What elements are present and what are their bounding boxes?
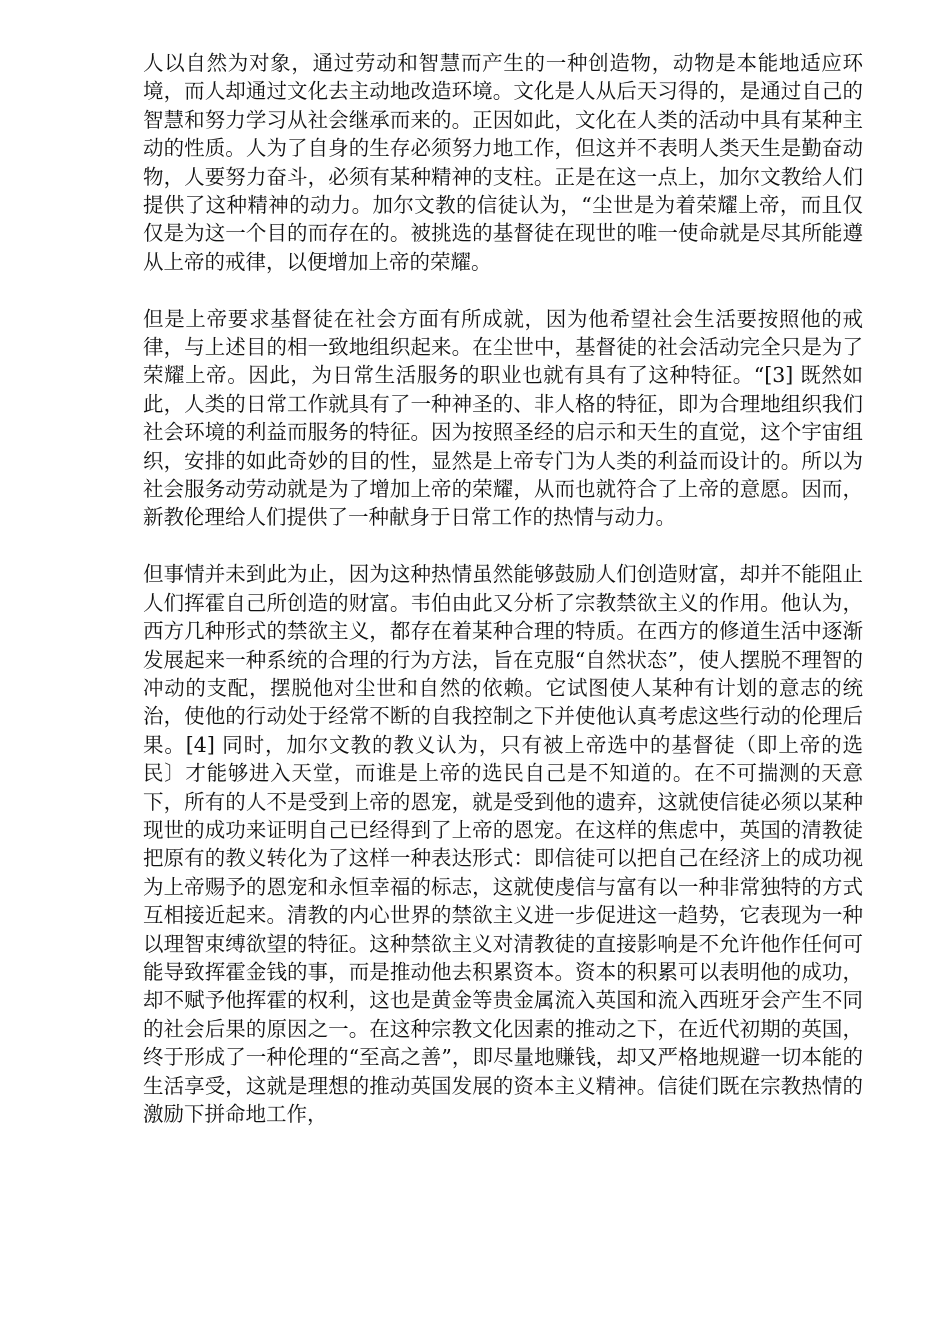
paragraph-1: 人以自然为对象，通过劳动和智慧而产生的一种创造物，动物是本能地适应环境，而人却通过文化去主动地改造环境。文化是人从后天习得的，是通过自己的智慧和努力学习从社会继承而来的。正因如此，文化在人类的活动中具有某种主动的性质。人为了自身的生存必须努力地工作，但这并不表明人类天生是勤奋动物，人要努力奋斗，必须有某种精神的支柱。正是在这一点上，加尔文教给人们提供了这种精神的动力。加尔文教的信徒认为，“尘世是为着荣耀上帝，而且仅仅是为这一个目的而存在的。被挑选的基督徒在现世的唯一使命就是尽其所能遵从上帝的戒律，以便增加上帝的荣耀。 xyxy=(143,51,863,274)
document-page xyxy=(143,49,863,1128)
paragraph-3: 但事情并未到此为止，因为这种热情虽然能够鼓励人们创造财富，却并不能阻止人们挥霍自己所创造的财富。韦伯由此又分析了宗教禁欲主义的作用。他认为，西方几种形式的禁欲主义，都存在着某种合理的特质。在西方的修道生活中逐渐发展起来一种系统的合理的行为方法，旨在克服“自然状态”，使人摆脱不理智的冲动的支配，摆脱他对尘世和自然的依赖。它试图使人某种有计划的意志的统治，使他的行动处于经常不断的自我控制之下并使他认真考虑这些行动的伦理后果。[4] 同时，加尔文教的教义认为，只有被上帝选中的基督徒（即上帝的选民〕才能够进入天堂，而谁是上帝的选民自己是不知道的。在不可揣测的天意下，所有的人不是受到上帝的恩宠，就是受到他的遗弃，这就使信徒必须以某种现世的成功来证明自己已经得到了上帝的恩宠。在这样的焦虑中，英国的清教徒把原有的教义转化为了这样一种表达形式：即信徒可以把自己在经济上的成功视为上帝赐予的恩宠和永恒幸福的标志，这就使虔信与富有以一种非常独特的方式互相接近起来。清教的内心世界的禁欲主义进一步促进这一趋势，它表现为一种以理智束缚欲望的特征。这种禁欲主义对清教徒的直接影响是不允许他作任何可能导致挥霍金钱的事，而是推动他去积累资本。资本的积累可以表明他的成功，却不赋予他挥霍的权利，这也是黄金等贵金属流入英国和流入西班牙会产生不同的社会后果的原因之一。在这种宗教文化因素的推动之下，在近代初期的英国，终于形成了一种伦理的“至高之善”，即尽量地赚钱，却又严格地规避一切本能的生活享受，这就是理想的推动英国发展的资本主义精神。信徒们既在宗教热情的激励下拼命地工作， xyxy=(143,562,863,1126)
paragraph-2: 但是上帝要求基督徒在社会方面有所成就，因为他希望社会生活要按照他的戒律，与上述目的相一致地组织起来。在尘世中，基督徒的社会活动完全只是为了荣耀上帝。因此，为日常生活服务的职业也就有具有了这种特征。“[3] 既然如此，人类的日常工作就具有了一种神圣的、非人格的特征，即为合理地组织我们社会环境的利益而服务的特征。因为按照圣经的启示和天生的直觉，这个宇宙组织，安排的如此奇妙的目的性，显然是上帝专门为人类的利益而设计的。所以为社会服务动劳动就是为了增加上帝的荣耀，从而也就符合了上帝的意愿。因而，新教伦理给人们提供了一种献身于日常工作的热情与动力。 xyxy=(143,306,863,530)
